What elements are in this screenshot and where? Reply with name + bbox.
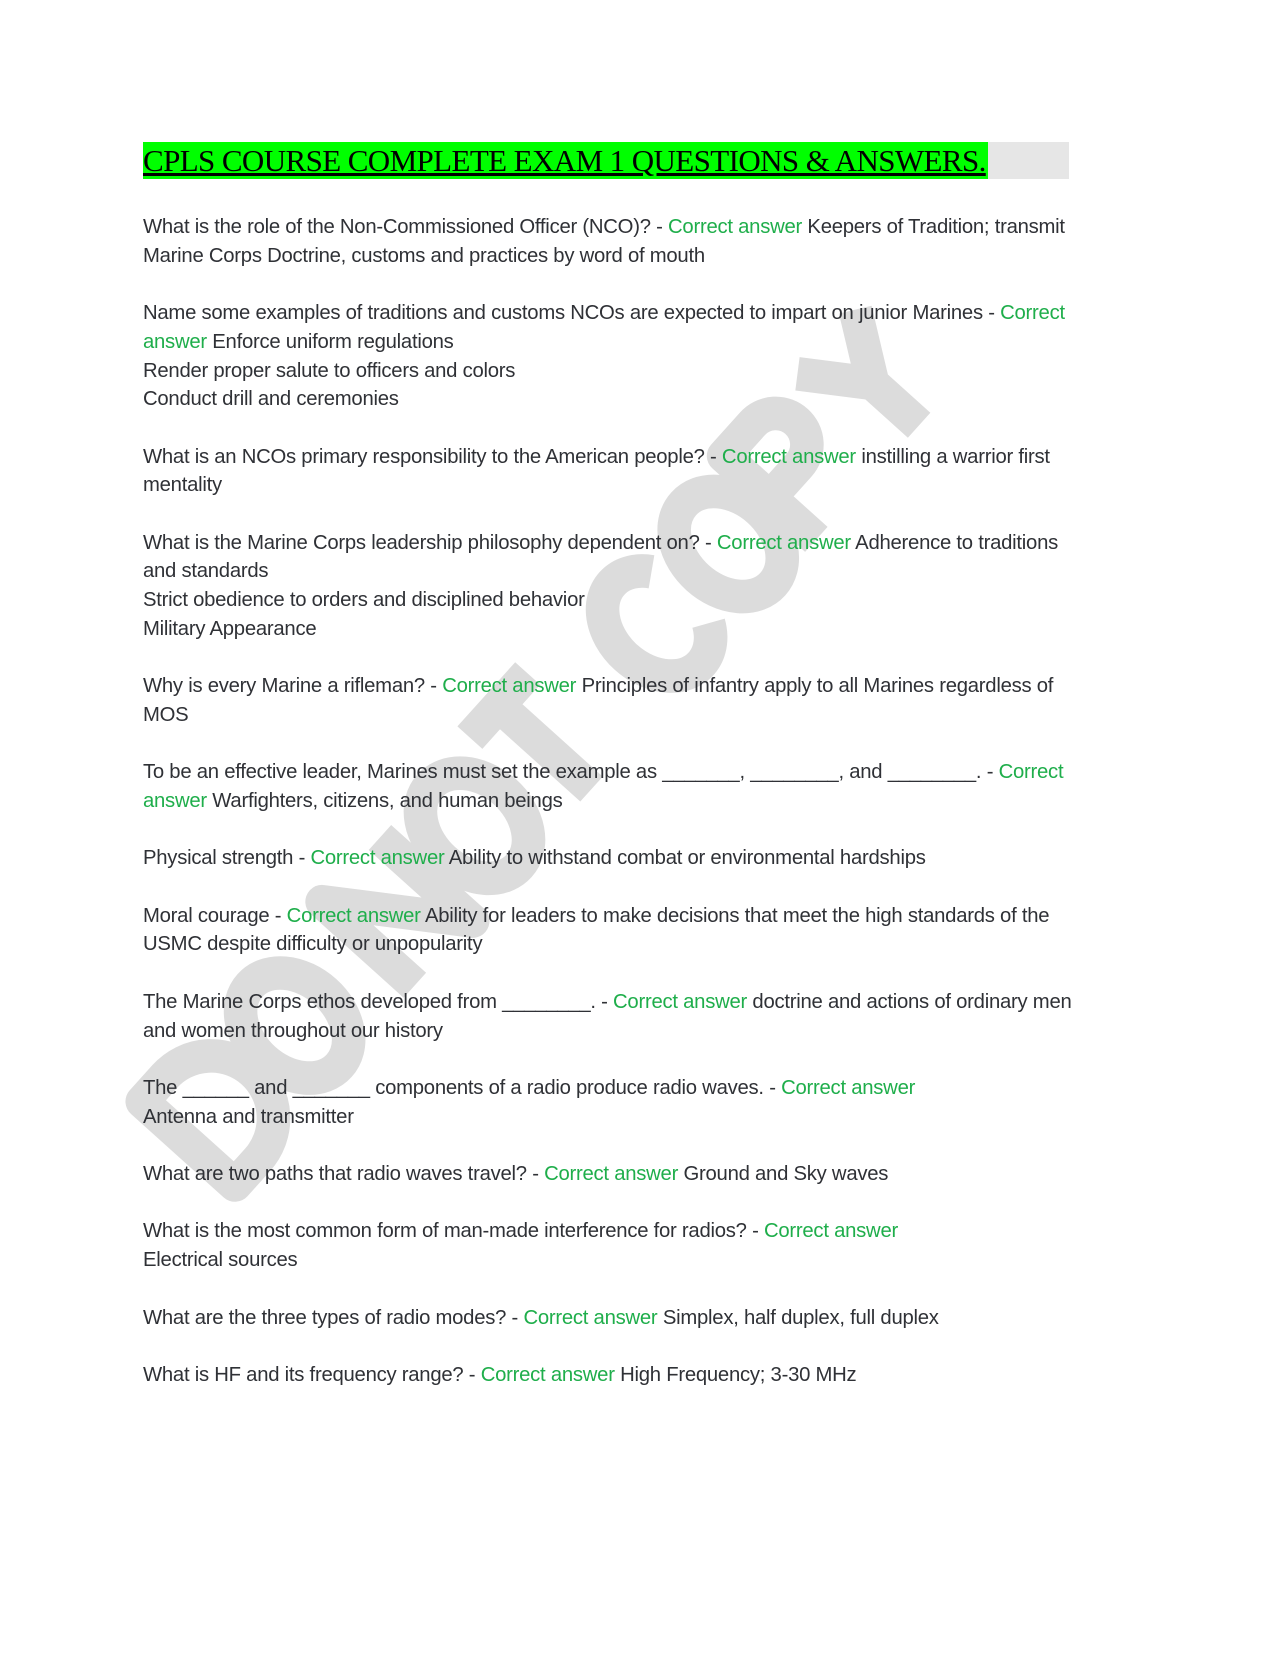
answer-text: High Frequency; 3-30 MHz — [614, 1363, 857, 1386]
question-text: What is the most common form of man-made interference for radios? - — [143, 1220, 764, 1243]
question-text: What is an NCOs primary responsibility to the American people? - — [143, 445, 722, 468]
question-text: Why is every Marine a rifleman? - — [143, 675, 443, 698]
answer-text: Keepers of Tradition; transmit Marine Corps Doctrine, customs and practices by word of mouth — [143, 216, 1065, 267]
qa-item — [143, 1217, 1073, 1274]
qa-item — [143, 529, 1073, 644]
qa-item — [143, 299, 1073, 414]
correct-answer-label: Correct answer — [721, 445, 856, 468]
correct-answer-label: Correct answer — [716, 531, 851, 554]
question-text: What is the Marine Corps leadership philosophy dependent on? - — [143, 531, 717, 554]
qa-item — [143, 758, 1073, 815]
question-text: Moral courage - — [143, 904, 287, 927]
question-text: To be an effective leader, Marines must set the example as _______, ________, and ________. - — [143, 761, 999, 784]
answer-text: Warfighters, citizens, and human beings — [206, 789, 563, 812]
answer-text: Electrical sources — [143, 1249, 298, 1272]
correct-answer-label: Correct answer — [613, 990, 748, 1013]
correct-answer-label: Correct answer — [668, 216, 803, 238]
qa-item — [143, 672, 1073, 729]
correct-answer-label: Correct answer — [310, 847, 445, 870]
correct-answer-label: Correct answer — [143, 302, 1065, 353]
question-text: The ______ and _______ components of a radio produce radio waves. - — [143, 1076, 782, 1099]
document-title: CPLS COURSE COMPLETE EXAM 1 QUESTIONS & ANSWERS. — [143, 143, 986, 178]
qa-item — [143, 213, 1073, 270]
correct-answer-label: Correct answer — [544, 1163, 679, 1186]
correct-answer-label: Correct answer — [781, 1076, 916, 1099]
correct-answer-label: Correct answer — [480, 1363, 615, 1386]
question-text: What is the role of the Non-Commissioned Officer (NCO)? - — [143, 216, 669, 238]
answer-text: Ability to withstand combat or environmental hardships — [444, 847, 926, 870]
correct-answer-label: Correct answer — [442, 675, 577, 698]
qa-item — [143, 1361, 1073, 1390]
answer-text: Antenna and transmitter — [143, 1105, 354, 1128]
question-text: What are two paths that radio waves travel? - — [143, 1163, 545, 1186]
question-text: Physical strength - — [143, 847, 311, 870]
qa-list — [143, 213, 1073, 1390]
qa-item — [143, 1074, 1073, 1131]
answer-text: Simplex, half duplex, full duplex — [657, 1306, 939, 1329]
qa-item — [143, 902, 1073, 959]
qa-item — [143, 443, 1073, 500]
answer-text: Ground and Sky waves — [678, 1163, 889, 1186]
answer-text: instilling a warrior first mentality — [143, 445, 1050, 497]
correct-answer-label: Correct answer — [763, 1220, 898, 1243]
qa-item — [143, 1304, 1073, 1333]
title-bar — [143, 142, 1069, 179]
correct-answer-label: Correct answer — [286, 904, 421, 927]
document-page — [143, 142, 1073, 1418]
correct-answer-label: Correct answer — [523, 1306, 658, 1329]
answer-text: Ability for leaders to make decisions that meet the high standards of the USMC despite difficulty or unpopularity — [143, 904, 1050, 956]
question-text: Name some examples of traditions and customs NCOs are expected to impart on junior Marines - — [143, 302, 1001, 325]
answer-text: doctrine and actions of ordinary men and women throughout our history — [143, 990, 1072, 1042]
correct-answer-label: Correct answer — [143, 761, 1064, 812]
answer-text: Adherence to traditions and standards Strict obedience to orders and disciplined behavior Military Appearance — [143, 531, 1058, 640]
qa-item — [143, 844, 1073, 873]
answer-text: Principles of infantry apply to all Marines regardless of MOS — [143, 675, 1054, 726]
question-text: The Marine Corps ethos developed from ________. - — [143, 990, 614, 1013]
qa-item — [143, 1160, 1073, 1189]
answer-text: Enforce uniform regulations Render proper salute to officers and colors Conduct drill and ceremonies — [143, 330, 516, 411]
qa-item — [143, 988, 1073, 1045]
question-text: What are the three types of radio modes? - — [143, 1306, 524, 1329]
question-text: What is HF and its frequency range? - — [143, 1363, 481, 1386]
